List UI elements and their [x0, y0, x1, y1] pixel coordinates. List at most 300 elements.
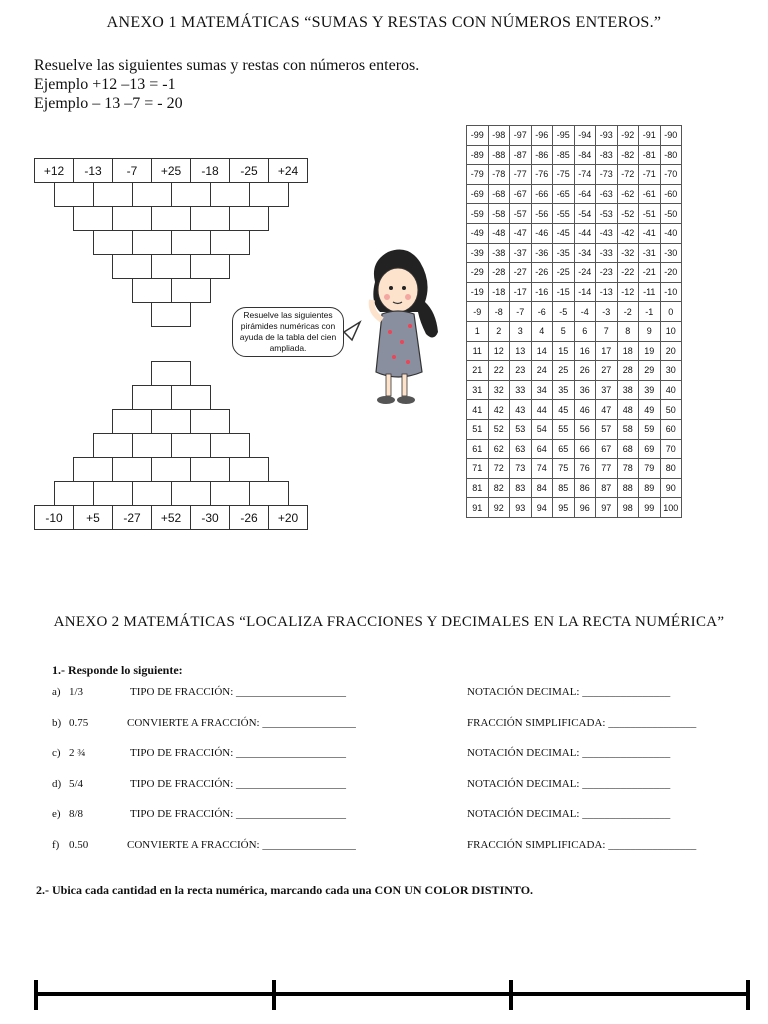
table-cell: 95: [553, 498, 575, 518]
table-cell: -53: [596, 204, 618, 224]
table-cell: 70: [660, 439, 682, 459]
pyramid-answer-cell[interactable]: [151, 254, 191, 279]
table-cell: -11: [639, 282, 661, 302]
pyramid-answer-cell[interactable]: [73, 206, 113, 231]
table-cell: -92: [617, 126, 639, 146]
table-cell: -55: [553, 204, 575, 224]
table-cell: 34: [531, 380, 553, 400]
pyramid-answer-cell[interactable]: [132, 182, 172, 207]
table-cell: -14: [574, 282, 596, 302]
table-cell: -90: [660, 126, 682, 146]
pyramid-given-cell: -30: [190, 505, 230, 530]
item-letter: a): [52, 686, 61, 698]
pyramid-answer-cell[interactable]: [132, 278, 172, 303]
pyramid-given-cell: -10: [34, 505, 74, 530]
table-cell: 31: [467, 380, 489, 400]
table-cell: 32: [488, 380, 510, 400]
pyramid-answer-cell[interactable]: [93, 230, 133, 255]
table-cell: -9: [467, 302, 489, 322]
table-cell: 29: [639, 361, 661, 381]
table-cell: -83: [596, 145, 618, 165]
table-cell: -74: [574, 165, 596, 185]
table-cell: 48: [617, 400, 639, 420]
table-cell: 36: [574, 380, 596, 400]
pyramid-given-cell: -18: [190, 158, 230, 183]
table-cell: 17: [596, 341, 618, 361]
pyramid-answer-cell[interactable]: [112, 409, 152, 434]
pyramid-given-cell: +25: [151, 158, 191, 183]
pyramid-given-cell: -7: [112, 158, 152, 183]
table-cell: 65: [553, 439, 575, 459]
table-cell: 55: [553, 419, 575, 439]
item-right-prompt[interactable]: NOTACIÓN DECIMAL: ________________: [467, 686, 671, 698]
item-right-prompt[interactable]: NOTACIÓN DECIMAL: ________________: [467, 747, 671, 759]
pyramid-answer-cell[interactable]: [229, 206, 269, 231]
table-cell: -63: [596, 184, 618, 204]
item-value: 0.50: [69, 838, 89, 851]
item-letter: c): [52, 747, 61, 759]
pyramid-answer-cell[interactable]: [112, 254, 152, 279]
table-cell: -61: [639, 184, 661, 204]
table-cell: -79: [467, 165, 489, 185]
table-cell: -95: [553, 126, 575, 146]
item-letter: f): [52, 838, 60, 851]
table-cell: -69: [467, 184, 489, 204]
item-letter: e): [52, 808, 61, 820]
table-cell: -3: [596, 302, 618, 322]
table-cell: -41: [639, 223, 661, 243]
pyramid-answer-cell[interactable]: [93, 182, 133, 207]
table-cell: 18: [617, 341, 639, 361]
table-cell: -38: [488, 243, 510, 263]
table-cell: -50: [660, 204, 682, 224]
table-cell: 89: [639, 478, 661, 498]
pyramid-answer-cell[interactable]: [54, 182, 94, 207]
table-cell: -15: [553, 282, 575, 302]
table-cell: 91: [467, 498, 489, 518]
table-cell: -78: [488, 165, 510, 185]
table-cell: -27: [510, 263, 532, 283]
list-item: [52, 747, 742, 763]
pyramid-answer-cell[interactable]: [93, 481, 133, 506]
pyramid-answer-cell[interactable]: [151, 361, 191, 386]
table-cell: -32: [617, 243, 639, 263]
table-cell: -75: [553, 165, 575, 185]
table-cell: -91: [639, 126, 661, 146]
table-cell: 35: [553, 380, 575, 400]
table-row: [467, 419, 682, 439]
hundred-table: [466, 125, 682, 518]
table-cell: -13: [596, 282, 618, 302]
table-cell: -43: [596, 223, 618, 243]
table-cell: -18: [488, 282, 510, 302]
table-cell: 66: [574, 439, 596, 459]
pyramid-answer-cell[interactable]: [190, 409, 230, 434]
table-cell: -54: [574, 204, 596, 224]
table-row: [467, 400, 682, 420]
table-cell: 68: [617, 439, 639, 459]
table-cell: 57: [596, 419, 618, 439]
item-left-prompt[interactable]: TIPO DE FRACCIÓN: ____________________: [130, 808, 347, 820]
pyramid-answer-cell[interactable]: [132, 481, 172, 506]
pyramid-answer-cell[interactable]: [190, 206, 230, 231]
table-cell: -84: [574, 145, 596, 165]
table-cell: -33: [596, 243, 618, 263]
table-cell: -77: [510, 165, 532, 185]
table-cell: -40: [660, 223, 682, 243]
table-cell: -67: [510, 184, 532, 204]
table-cell: -7: [510, 302, 532, 322]
table-cell: -96: [531, 126, 553, 146]
table-cell: 52: [488, 419, 510, 439]
table-cell: 9: [639, 321, 661, 341]
table-cell: 74: [531, 459, 553, 479]
table-row: [467, 380, 682, 400]
table-cell: -12: [617, 282, 639, 302]
table-cell: 22: [488, 361, 510, 381]
table-cell: 1: [467, 321, 489, 341]
table-cell: -58: [488, 204, 510, 224]
item-value: 5/4: [69, 777, 84, 790]
table-row: [467, 204, 682, 224]
list-item: [52, 839, 742, 855]
pyramid-answer-cell[interactable]: [112, 457, 152, 482]
pyramid-answer-cell[interactable]: [171, 481, 211, 506]
table-cell: 28: [617, 361, 639, 381]
table-cell: 58: [617, 419, 639, 439]
table-cell: 40: [660, 380, 682, 400]
table-cell: -16: [531, 282, 553, 302]
table-cell: 46: [574, 400, 596, 420]
table-row: [467, 165, 682, 185]
table-cell: -89: [467, 145, 489, 165]
table-cell: -68: [488, 184, 510, 204]
table-cell: 53: [510, 419, 532, 439]
table-cell: -5: [553, 302, 575, 322]
table-row: [467, 498, 682, 518]
pyramid-answer-cell[interactable]: [132, 385, 172, 410]
table-cell: -57: [510, 204, 532, 224]
table-cell: -51: [639, 204, 661, 224]
pyramid-answer-cell[interactable]: [229, 457, 269, 482]
table-cell: 20: [660, 341, 682, 361]
table-cell: -17: [510, 282, 532, 302]
table-cell: 26: [574, 361, 596, 381]
pyramid-answer-cell[interactable]: [210, 481, 250, 506]
pyramid-answer-cell[interactable]: [73, 457, 113, 482]
table-cell: 25: [553, 361, 575, 381]
pyramid-given-cell: -27: [112, 505, 152, 530]
table-row: [467, 459, 682, 479]
table-cell: -46: [531, 223, 553, 243]
item-left-prompt[interactable]: TIPO DE FRACCIÓN: ____________________: [130, 686, 347, 698]
table-row: [467, 223, 682, 243]
item-left-prompt[interactable]: CONVIERTE A FRACCIÓN: _________________: [127, 716, 356, 729]
table-cell: 94: [531, 498, 553, 518]
list-item: [52, 778, 742, 794]
pyramid-given-cell: +24: [268, 158, 308, 183]
pyramid-answer-cell[interactable]: [171, 230, 211, 255]
table-cell: -37: [510, 243, 532, 263]
table-cell: -42: [617, 223, 639, 243]
table-cell: -64: [574, 184, 596, 204]
table-cell: 93: [510, 498, 532, 518]
table-cell: 7: [596, 321, 618, 341]
table-cell: 90: [660, 478, 682, 498]
table-cell: 27: [596, 361, 618, 381]
question-2: 2.- Ubica cada cantidad en la recta numérica, marcando cada una CON UN COLOR DISTINTO.: [36, 883, 534, 897]
pyramid-answer-cell[interactable]: [151, 206, 191, 231]
table-cell: 37: [596, 380, 618, 400]
table-cell: -62: [617, 184, 639, 204]
item-left-prompt[interactable]: CONVIERTE A FRACCIÓN: _________________: [127, 838, 356, 851]
table-cell: -52: [617, 204, 639, 224]
item-letter: d): [52, 777, 62, 790]
table-row: [467, 243, 682, 263]
table-cell: 16: [574, 341, 596, 361]
table-cell: 5: [553, 321, 575, 341]
pyramid-answer-cell[interactable]: [210, 182, 250, 207]
item-value: 2 ¾: [69, 747, 86, 759]
pyramid-answer-cell[interactable]: [171, 182, 211, 207]
anexo1-instructions: [34, 56, 419, 113]
table-cell: -6: [531, 302, 553, 322]
table-cell: -48: [488, 223, 510, 243]
table-cell: -94: [574, 126, 596, 146]
table-cell: -30: [660, 243, 682, 263]
table-cell: 49: [639, 400, 661, 420]
pyramid-given-cell: +52: [151, 505, 191, 530]
table-cell: 12: [488, 341, 510, 361]
table-cell: 21: [467, 361, 489, 381]
table-cell: 24: [531, 361, 553, 381]
table-cell: 69: [639, 439, 661, 459]
table-cell: -28: [488, 263, 510, 283]
item-left-prompt[interactable]: TIPO DE FRACCIÓN: ____________________: [130, 777, 347, 790]
table-cell: -4: [574, 302, 596, 322]
table-cell: 73: [510, 459, 532, 479]
pyramid-answer-cell[interactable]: [171, 278, 211, 303]
table-cell: -20: [660, 263, 682, 283]
table-cell: 63: [510, 439, 532, 459]
pyramid-answer-cell[interactable]: [151, 409, 191, 434]
table-cell: 78: [617, 459, 639, 479]
table-cell: 41: [467, 400, 489, 420]
table-cell: 44: [531, 400, 553, 420]
table-cell: -97: [510, 126, 532, 146]
item-left-prompt[interactable]: TIPO DE FRACCIÓN: ____________________: [130, 747, 347, 759]
table-cell: -2: [617, 302, 639, 322]
table-cell: 97: [596, 498, 618, 518]
table-cell: -80: [660, 145, 682, 165]
pyramid-answer-cell[interactable]: [151, 302, 191, 327]
pyramid-answer-cell[interactable]: [249, 182, 289, 207]
table-cell: 67: [596, 439, 618, 459]
table-cell: -70: [660, 165, 682, 185]
pyramid-answer-cell[interactable]: [249, 481, 289, 506]
table-cell: -98: [488, 126, 510, 146]
table-cell: 88: [617, 478, 639, 498]
table-cell: -23: [596, 263, 618, 283]
pyramid-given-cell: -26: [229, 505, 269, 530]
table-cell: 85: [553, 478, 575, 498]
table-cell: 30: [660, 361, 682, 381]
table-cell: 0: [660, 302, 682, 322]
table-cell: 43: [510, 400, 532, 420]
table-cell: -99: [467, 126, 489, 146]
table-cell: 13: [510, 341, 532, 361]
table-cell: -82: [617, 145, 639, 165]
table-cell: 11: [467, 341, 489, 361]
table-row: [467, 184, 682, 204]
table-cell: -47: [510, 223, 532, 243]
table-cell: 23: [510, 361, 532, 381]
anexo1-title: ANEXO 1 MATEMÁTICAS “SUMAS Y RESTAS CON NÚMEROS ENTEROS.”: [106, 14, 662, 31]
example-1: Ejemplo +12 –13 = -1: [34, 76, 176, 93]
instruction-text: Resuelve las siguientes sumas y restas con números enteros.: [34, 57, 420, 74]
table-cell: 82: [488, 478, 510, 498]
girl-illustration-icon: [340, 242, 450, 412]
table-row: [467, 145, 682, 165]
table-row: [467, 439, 682, 459]
pyramid-given-cell: -25: [229, 158, 269, 183]
table-cell: -45: [553, 223, 575, 243]
table-row: [467, 478, 682, 498]
table-cell: 6: [574, 321, 596, 341]
table-cell: -87: [510, 145, 532, 165]
anexo2-title: ANEXO 2 MATEMÁTICAS “LOCALIZA FRACCIONES Y DECIMALES EN LA RECTA NUMÉRICA”: [53, 614, 725, 630]
list-item: [52, 808, 742, 824]
table-cell: -86: [531, 145, 553, 165]
pyramid-answer-cell[interactable]: [171, 385, 211, 410]
table-row: [467, 282, 682, 302]
table-cell: 92: [488, 498, 510, 518]
table-cell: -71: [639, 165, 661, 185]
item-right-prompt[interactable]: NOTACIÓN DECIMAL: ________________: [467, 777, 671, 790]
table-cell: -21: [639, 263, 661, 283]
table-cell: -56: [531, 204, 553, 224]
number-line: [30, 976, 754, 1016]
pyramid-answer-cell[interactable]: [171, 433, 211, 458]
table-cell: -25: [553, 263, 575, 283]
pyramid-answer-cell[interactable]: [190, 457, 230, 482]
table-row: [467, 126, 682, 146]
pyramid-answer-cell[interactable]: [54, 481, 94, 506]
table-cell: -26: [531, 263, 553, 283]
table-cell: 81: [467, 478, 489, 498]
table-cell: 56: [574, 419, 596, 439]
table-cell: -8: [488, 302, 510, 322]
table-cell: -85: [553, 145, 575, 165]
item-right-prompt[interactable]: NOTACIÓN DECIMAL: ________________: [467, 808, 671, 820]
example-2: Ejemplo – 13 –7 = - 20: [34, 95, 183, 112]
table-cell: 50: [660, 400, 682, 420]
table-cell: 47: [596, 400, 618, 420]
item-right-prompt[interactable]: FRACCIÓN SIMPLIFICADA: ________________: [467, 838, 697, 851]
table-cell: 77: [596, 459, 618, 479]
table-cell: 83: [510, 478, 532, 498]
table-cell: 33: [510, 380, 532, 400]
table-row: [467, 341, 682, 361]
table-cell: -39: [467, 243, 489, 263]
table-cell: 2: [488, 321, 510, 341]
table-cell: 79: [639, 459, 661, 479]
table-row: [467, 321, 682, 341]
pyramid-answer-cell[interactable]: [132, 433, 172, 458]
table-row: [467, 263, 682, 283]
item-value: 0.75: [69, 716, 89, 729]
table-cell: 62: [488, 439, 510, 459]
table-cell: 71: [467, 459, 489, 479]
table-cell: -10: [660, 282, 682, 302]
table-cell: -76: [531, 165, 553, 185]
table-cell: 4: [531, 321, 553, 341]
table-cell: -72: [617, 165, 639, 185]
table-cell: -35: [553, 243, 575, 263]
pyramid-answer-cell[interactable]: [210, 230, 250, 255]
table-cell: 3: [510, 321, 532, 341]
table-cell: -88: [488, 145, 510, 165]
table-cell: 75: [553, 459, 575, 479]
table-cell: -93: [596, 126, 618, 146]
table-cell: 45: [553, 400, 575, 420]
table-cell: 80: [660, 459, 682, 479]
table-cell: -66: [531, 184, 553, 204]
table-cell: -60: [660, 184, 682, 204]
table-cell: 51: [467, 419, 489, 439]
pyramid-answer-cell[interactable]: [151, 457, 191, 482]
item-right-prompt[interactable]: FRACCIÓN SIMPLIFICADA: ________________: [467, 716, 697, 729]
list-item: [52, 686, 742, 702]
question-1: 1.- Responde lo siguiente:: [52, 663, 183, 677]
table-cell: -22: [617, 263, 639, 283]
table-cell: -19: [467, 282, 489, 302]
table-cell: 60: [660, 419, 682, 439]
table-cell: 54: [531, 419, 553, 439]
table-cell: 59: [639, 419, 661, 439]
pyramid-answer-cell[interactable]: [190, 254, 230, 279]
table-cell: 72: [488, 459, 510, 479]
table-cell: -44: [574, 223, 596, 243]
table-cell: -36: [531, 243, 553, 263]
pyramid-answer-cell[interactable]: [112, 206, 152, 231]
item-letter: b): [52, 716, 62, 729]
table-cell: 42: [488, 400, 510, 420]
table-cell: 10: [660, 321, 682, 341]
table-cell: 96: [574, 498, 596, 518]
table-cell: 14: [531, 341, 553, 361]
list-item: [52, 717, 742, 733]
table-cell: 100: [660, 498, 682, 518]
table-cell: -73: [596, 165, 618, 185]
table-cell: 38: [617, 380, 639, 400]
table-cell: 98: [617, 498, 639, 518]
table-cell: 86: [574, 478, 596, 498]
table-row: [467, 361, 682, 381]
pyramid-given-cell: +20: [268, 505, 308, 530]
pyramid-answer-cell[interactable]: [93, 433, 133, 458]
table-cell: 61: [467, 439, 489, 459]
table-cell: 87: [596, 478, 618, 498]
pyramid-answer-cell[interactable]: [132, 230, 172, 255]
table-cell: -59: [467, 204, 489, 224]
table-cell: 64: [531, 439, 553, 459]
table-cell: -49: [467, 223, 489, 243]
pyramid-answer-cell[interactable]: [210, 433, 250, 458]
table-cell: -1: [639, 302, 661, 322]
table-cell: -24: [574, 263, 596, 283]
pyramid-given-cell: -13: [73, 158, 113, 183]
